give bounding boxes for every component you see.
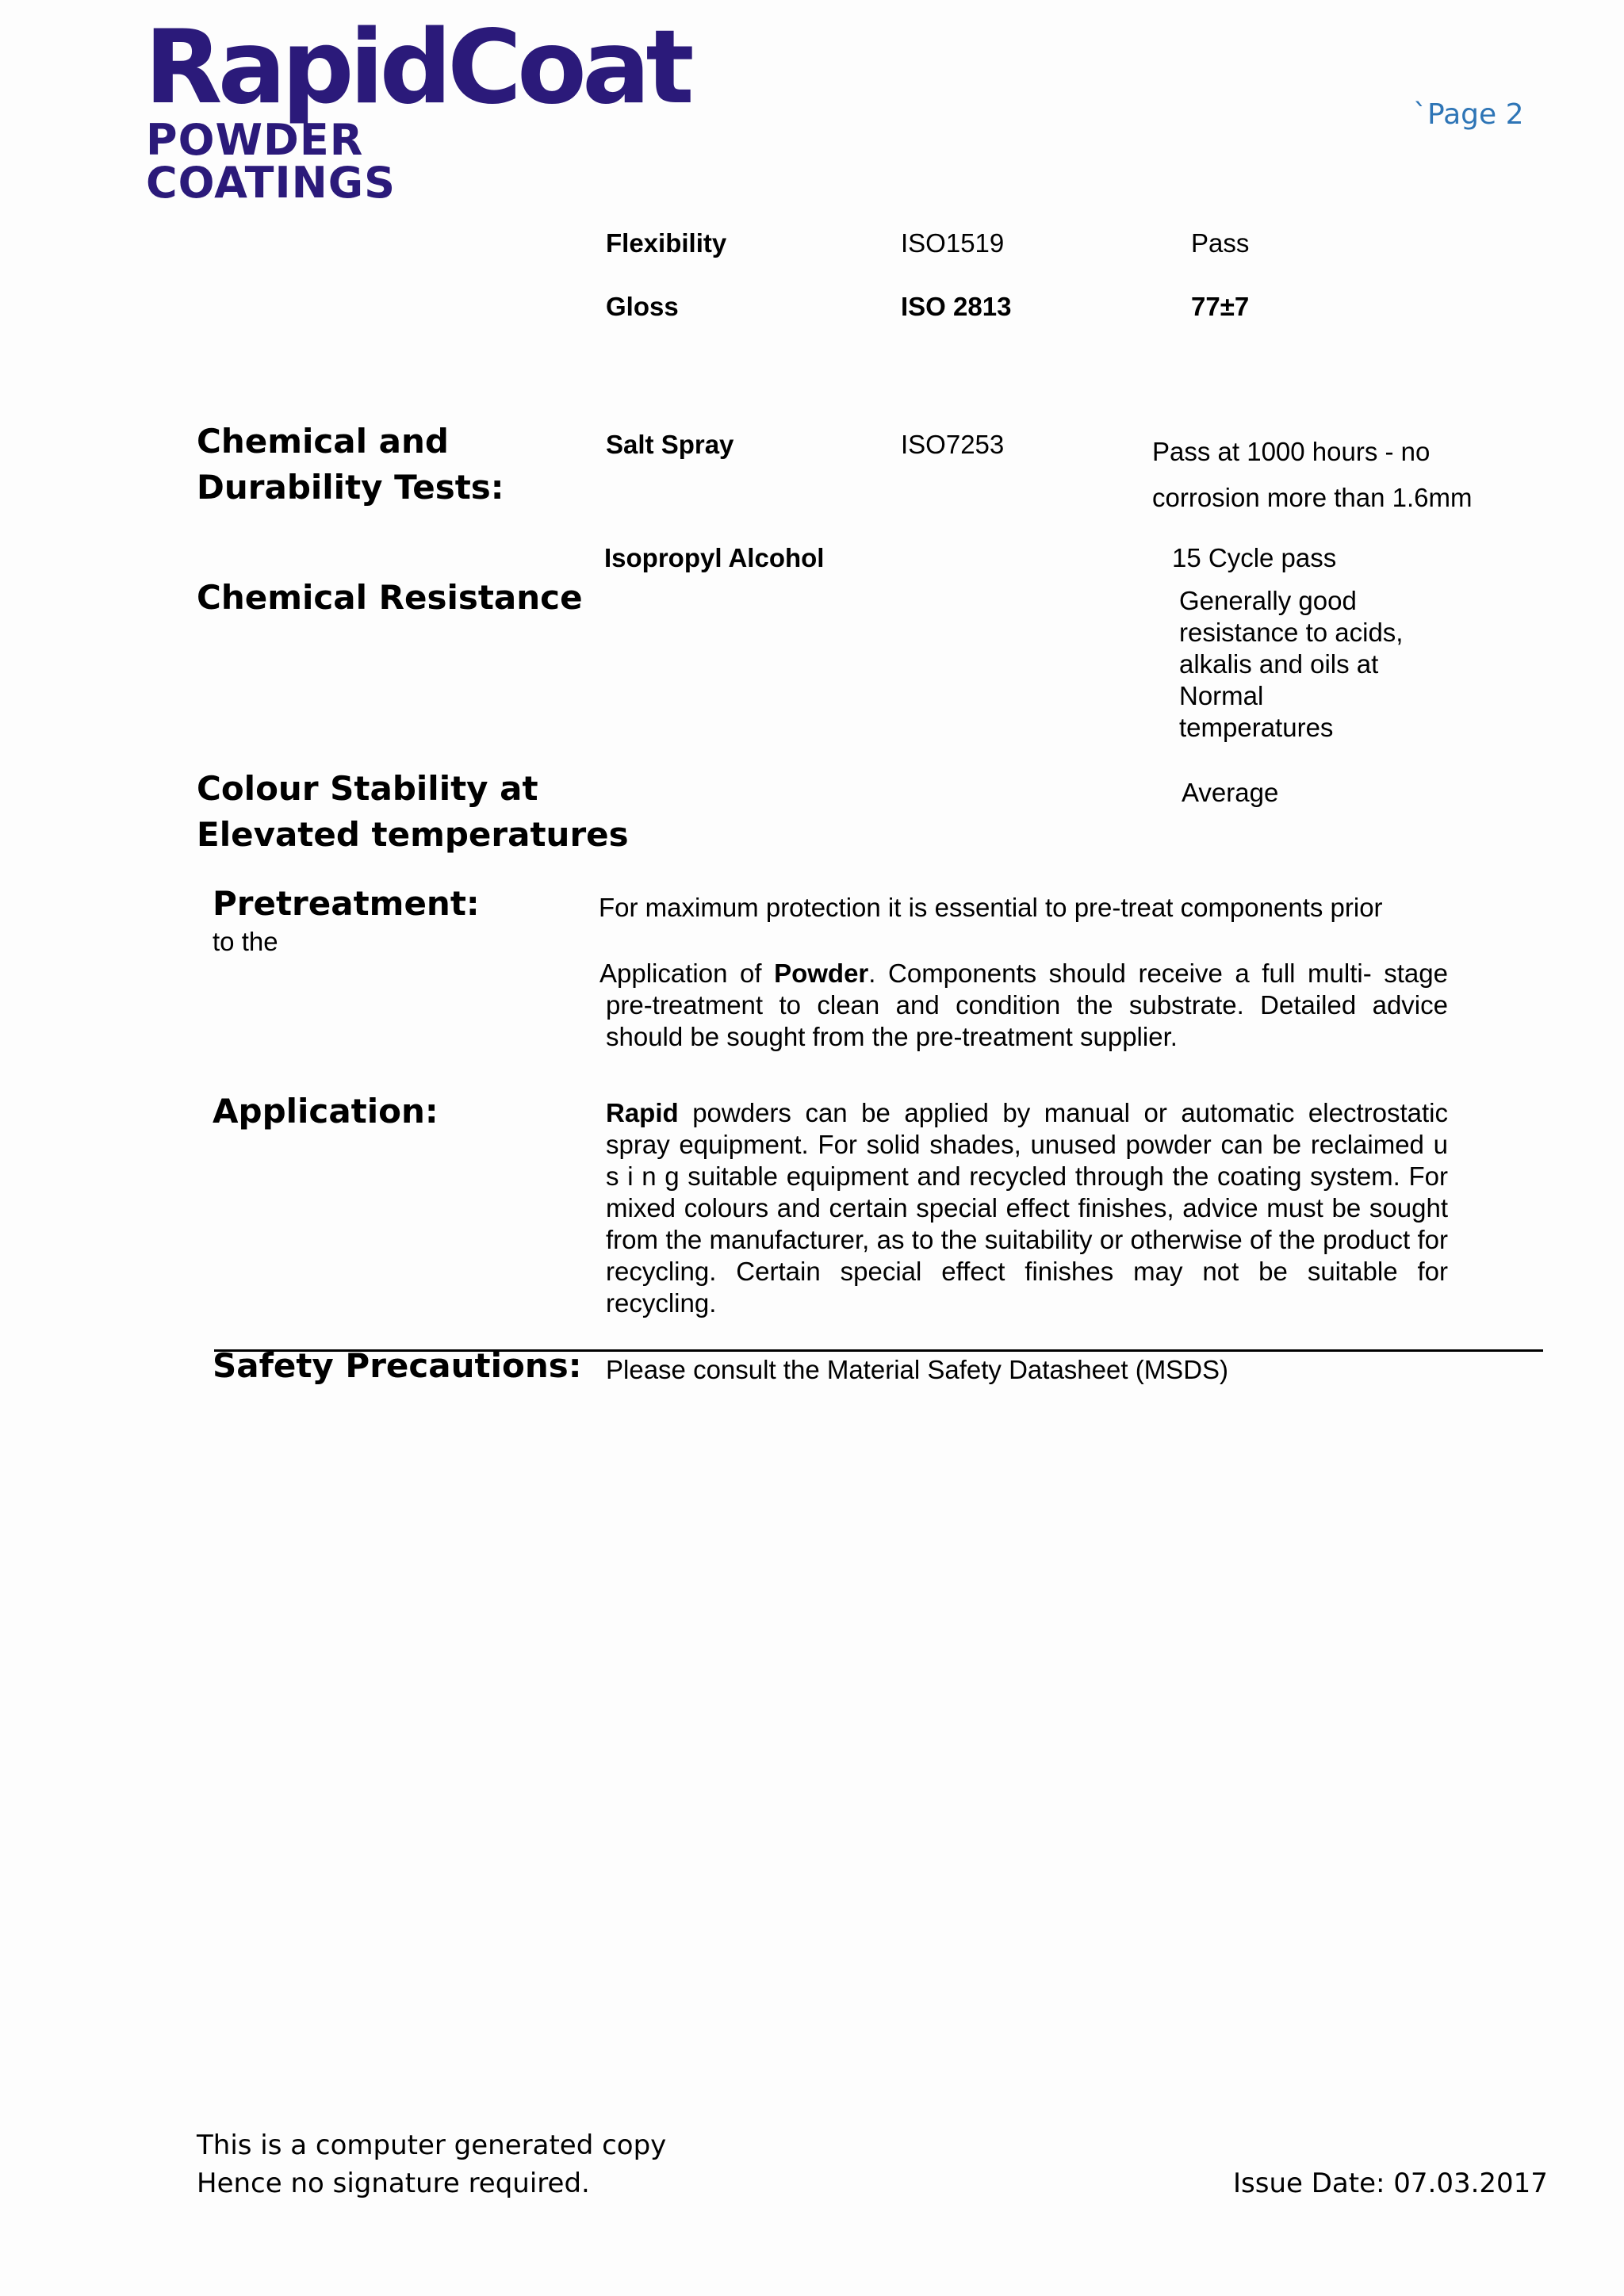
section-heading-application: Application: bbox=[213, 1092, 439, 1131]
safety-text: Please consult the Material Safety Datasheet (MSDS) bbox=[606, 1355, 1229, 1384]
colour-stability-result: Average bbox=[1182, 778, 1279, 807]
heading-line: Durability Tests: bbox=[197, 468, 504, 507]
logo-tagline: POWDER COATINGS bbox=[146, 115, 396, 208]
paragraph-text: Application of bbox=[599, 959, 775, 988]
test-name-gloss: Gloss bbox=[606, 292, 679, 321]
description-line: resistance to acids, bbox=[1179, 618, 1404, 647]
paragraph-text: powders can be applied by manual or automatic electrostatic spray equipment. For solid shades, unused powder can be reclaimed u s i n g suitable equipment and recycled through the coating system. For mixed colours and certain special effect finishes, advice must be sought from the manufacturer, as to the suitability or otherwise of the product for recycling. Certain special effect finishes may not be suitable for recycling. bbox=[606, 1098, 1448, 1318]
application-paragraph bbox=[606, 1097, 1448, 1319]
description-line: Generally good bbox=[1179, 586, 1357, 615]
description-line: Normal bbox=[1179, 681, 1264, 710]
test-name-flexibility: Flexibility bbox=[606, 228, 727, 258]
description-line: temperatures bbox=[1179, 713, 1334, 742]
test-name-isopropyl-alcohol: Isopropyl Alcohol bbox=[604, 543, 825, 572]
result-line: corrosion more than 1.6mm bbox=[1152, 483, 1473, 512]
paragraph-text: . Components should receive a full multi- stage pre-treatment to clean and condition the substrate. Detailed advice should be sought from the pre-treatment supplier. bbox=[606, 959, 1448, 1051]
paragraph-bold-text: Powder bbox=[774, 959, 869, 988]
test-method-flexibility: ISO1519 bbox=[901, 228, 1005, 258]
chemical-resistance-description bbox=[1179, 585, 1403, 744]
heading-line: Chemical and bbox=[197, 422, 449, 461]
section-heading-pretreatment: Pretreatment: bbox=[213, 884, 480, 923]
section-heading-chemical-durability bbox=[197, 419, 504, 511]
test-name-salt-spray: Salt Spray bbox=[606, 430, 734, 459]
logo-wordmark: RapidCoat bbox=[144, 9, 690, 127]
test-method-gloss: ISO 2813 bbox=[901, 292, 1012, 321]
description-line: alkalis and oils at bbox=[1179, 649, 1379, 679]
test-result-isopropyl-alcohol: 15 Cycle pass bbox=[1172, 543, 1337, 572]
section-heading-safety: Safety Precautions: bbox=[213, 1346, 582, 1385]
test-result-flexibility: Pass bbox=[1191, 228, 1250, 258]
test-method-salt-spray: ISO7253 bbox=[901, 430, 1005, 459]
pretreatment-subtext: to the bbox=[213, 927, 278, 956]
page-number: `Page 2 bbox=[1413, 98, 1524, 131]
heading-line: Colour Stability at bbox=[197, 769, 538, 808]
paragraph-bold-text: Rapid bbox=[606, 1098, 679, 1127]
pretreatment-paragraph bbox=[599, 958, 1448, 1053]
company-logo bbox=[143, 9, 690, 208]
section-heading-colour-stability bbox=[197, 766, 629, 858]
test-result-salt-spray bbox=[1152, 429, 1473, 521]
footer-note-line: Hence no signature required. bbox=[197, 2168, 590, 2199]
footer-note bbox=[197, 2126, 666, 2202]
test-result-gloss: 77±7 bbox=[1191, 292, 1250, 321]
footer-note-line: This is a computer generated copy bbox=[197, 2130, 667, 2161]
heading-line: Elevated temperatures bbox=[197, 815, 629, 854]
pretreatment-intro: For maximum protection it is essential to pre-treat components prior bbox=[599, 893, 1383, 922]
section-heading-chemical-resistance: Chemical Resistance bbox=[197, 578, 583, 617]
result-line: Pass at 1000 hours - no bbox=[1152, 437, 1431, 466]
issue-date: Issue Date: 07.03.2017 bbox=[1233, 2168, 1548, 2199]
